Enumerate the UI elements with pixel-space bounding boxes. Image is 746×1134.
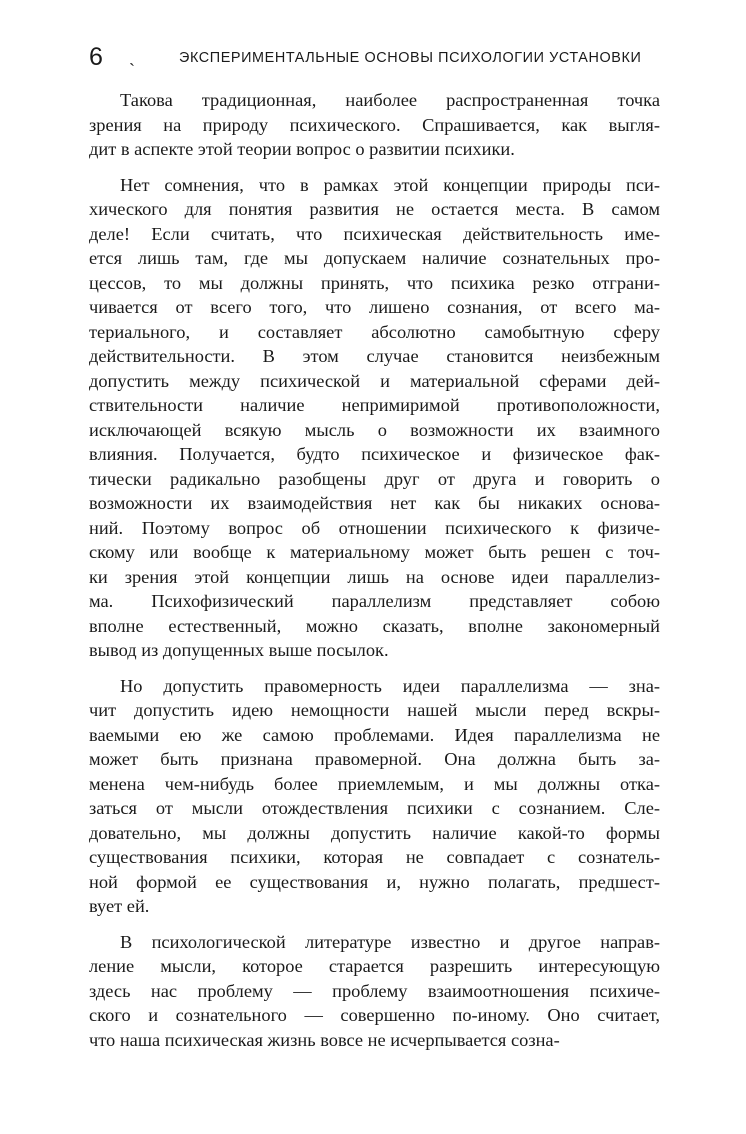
text-line: цессов, то мы должны принять, что психика резко отграни- (89, 272, 660, 293)
text-line: дит в аспекте этой теории вопрос о развитии психики. (89, 139, 515, 159)
header-mark: ˏ (129, 46, 135, 66)
text-line: ление мысли, которое старается разрешить интересующую (89, 956, 660, 976)
text-line: вывод из допущенных выше посылок. (89, 640, 389, 660)
text-line: Такова традиционная, наиболее распространенная точка (120, 90, 660, 110)
text-line: тически радикально разобщены друг от друга и говорить о (89, 468, 660, 489)
text-line: ки зрения этой концепции лишь на основе идеи параллелиз- (89, 566, 660, 587)
text-line: возможности их взаимодействия нет как бы никаких основа- (89, 493, 660, 513)
paragraph (89, 173, 660, 663)
text-line: Нет сомнения, что в рамках этой концепции природы пси- (120, 174, 660, 195)
running-title: ЭКСПЕРИМЕНТАЛЬНЫЕ ОСНОВЫ ПСИХОЛОГИИ УСТАНОВКИ (179, 50, 642, 66)
text-line: здесь нас проблему — проблему взаимоотношения психиче- (89, 980, 660, 1001)
text-line: скому или вообще к материальному может быть решен с точ- (89, 542, 660, 562)
text-line: териального, и составляет абсолютно самобытную сферу (89, 321, 660, 342)
text-line: влияния. Получается, будто психическое и физическое фак- (89, 444, 660, 464)
text-line: В психологической литературе известно и другое направ- (120, 931, 660, 952)
text-line: ной формой ее существования и, нужно полагать, предшест- (89, 871, 660, 892)
text-line: хического для понятия развития не остается места. В самом (89, 199, 660, 219)
paragraph (89, 88, 660, 162)
text-line: исключающей всякую мысль о возможности их взаимного (89, 419, 660, 440)
text-line: менена чем-нибудь более приемлемым, и мы должны отка- (89, 773, 660, 794)
text-line: ма. Психофизический параллелизм представляет собою (89, 591, 660, 611)
text-line: ваемыми ею же самою проблемами. Идея параллелизма не (89, 724, 660, 745)
text-line: Но допустить правомерность идеи параллелизма — зна- (120, 675, 660, 696)
running-head (89, 44, 669, 70)
text-line: может быть признана правомерной. Она должна быть за- (89, 749, 660, 769)
text-line: чит допустить идею немощности нашей мысли перед вскры- (89, 700, 660, 720)
text-line: вполне естественный, можно сказать, вполне закономерный (89, 615, 660, 636)
body-text (89, 88, 660, 1063)
page-number: 6 (89, 43, 103, 71)
text-line: заться от мысли отождествления психики с сознанием. Сле- (89, 798, 660, 818)
text-line: ствительности наличие непримиримой противоположности, (89, 395, 660, 415)
paragraph (89, 930, 660, 1053)
text-line: зрения на природу психического. Спрашивается, как выгля- (89, 114, 660, 135)
text-line: ний. Поэтому вопрос об отношении психического к физиче- (89, 517, 660, 538)
text-line: существования психики, которая не совпадает с сознатель- (89, 847, 660, 867)
text-line: допустить между психической и материальной сферами дей- (89, 370, 660, 391)
text-line: деле! Если считать, что психическая действительность име- (89, 223, 660, 244)
text-line: довательно, мы должны допустить наличие какой-то формы (89, 822, 660, 843)
text-line: ского и сознательного — совершенно по-иному. Оно считает, (89, 1005, 660, 1025)
paragraph (89, 674, 660, 919)
text-line: вует ей. (89, 896, 150, 916)
text-line: чивается от всего того, что лишено сознания, от всего ма- (89, 297, 660, 317)
text-line: действительности. В этом случае становится неизбежным (89, 346, 660, 366)
text-line: что наша психическая жизнь вовсе не исчерпывается созна- (89, 1029, 560, 1050)
text-line: ется лишь там, где мы допускаем наличие сознательных про- (89, 248, 660, 268)
